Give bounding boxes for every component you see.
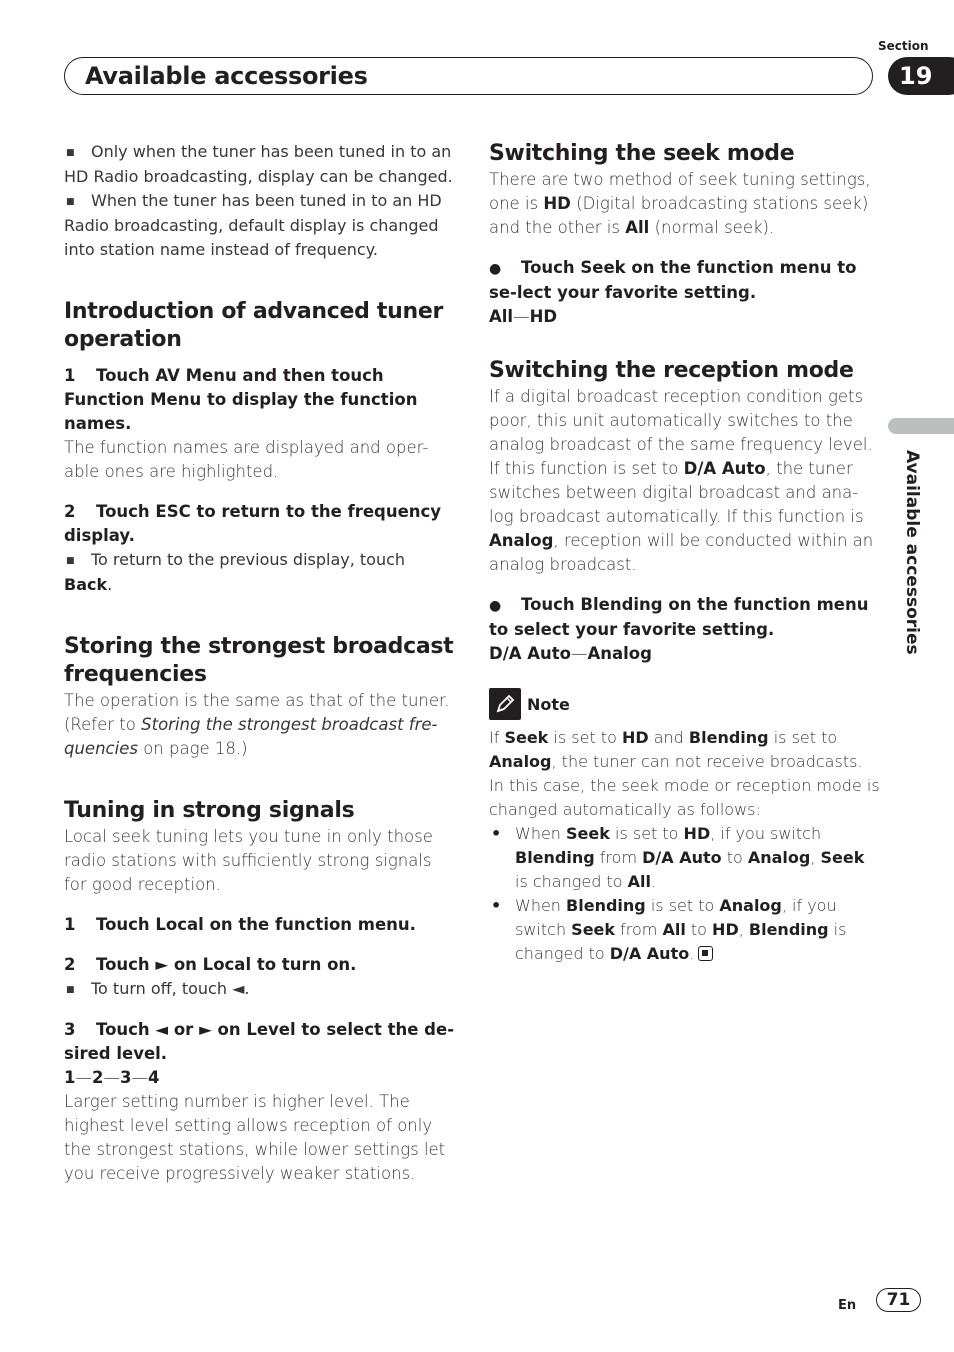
term-da-auto: D/A Auto xyxy=(683,459,766,478)
step-number: 1 xyxy=(64,366,76,385)
list-item: ■ Only when the tuner has been tuned in to an HD Radio broadcasting, display can be changed. xyxy=(64,140,456,189)
intro-step-1 xyxy=(64,364,456,436)
step-text: Touch ◄ or ► on Level to select the de-sired level. xyxy=(64,1020,455,1063)
reception-instruction xyxy=(489,593,881,642)
term: Seek xyxy=(571,920,616,939)
step-number: 2 xyxy=(64,502,76,521)
step-text: Touch AV Menu and then touch Function Menu to display the function names. xyxy=(64,366,418,433)
term: Analog xyxy=(489,752,552,771)
step-text: Touch Blending on the function menu to select your favorite setting. xyxy=(489,595,869,639)
side-tab-marker xyxy=(888,418,954,434)
note-text: is set to xyxy=(548,728,622,747)
tuning-heading: Tuning in strong signals xyxy=(64,798,355,823)
term: Analog xyxy=(747,848,811,867)
note-text: is changed to xyxy=(515,920,847,963)
term: Blending xyxy=(748,920,829,939)
side-tab-label: Available accessories xyxy=(902,450,922,655)
note-text: to xyxy=(721,848,748,867)
step-text: Touch ESC to return to the frequency display. xyxy=(64,502,442,545)
note-text: from xyxy=(615,920,663,939)
note-header xyxy=(489,688,881,720)
body-text: , reception will be conducted within an analog broadcast. xyxy=(489,531,874,574)
intro-step-1-body: The function names are displayed and oper-able ones are highlighted. xyxy=(64,438,429,481)
storing-body xyxy=(64,689,456,761)
tuning-step-3 xyxy=(64,1018,456,1066)
term: Seek xyxy=(504,728,549,747)
page-number: 71 xyxy=(876,1288,921,1312)
step-number: 3 xyxy=(64,1020,76,1039)
left-column xyxy=(64,140,456,1186)
separator: — xyxy=(570,644,588,663)
note-text: . xyxy=(650,872,657,891)
step-number: 2 xyxy=(64,955,76,974)
page-title: Available accessories xyxy=(85,62,368,90)
term-hd: HD xyxy=(543,194,571,213)
list-item: ■ To turn off, touch ◄. xyxy=(64,977,456,1002)
end-of-section-icon xyxy=(698,946,713,961)
tuning-body-2: Larger setting number is higher level. The highest level setting allows reception of only the strongest stations, while lower settings let you receive progressively weaker stations. xyxy=(64,1092,446,1183)
note-list-item xyxy=(489,822,881,894)
step-text: Touch Seek on the function menu to se-lect your favorite setting. xyxy=(489,258,857,302)
separator: — xyxy=(75,1068,92,1087)
body-text: If a digital broadcast reception condition gets poor, this unit automatically switches to the analog broadcast of the same frequency level. If this function is set to xyxy=(489,387,873,478)
term: HD xyxy=(712,920,739,939)
level-option: 4 xyxy=(147,1068,160,1087)
list-item xyxy=(64,548,456,597)
note-list-item xyxy=(489,894,881,966)
seek-body xyxy=(489,168,881,240)
note-text: is set to xyxy=(768,728,838,747)
option: D/A Auto xyxy=(489,644,571,663)
term: Blending xyxy=(515,848,595,867)
right-column xyxy=(489,140,881,966)
bullet-dot-icon: ● xyxy=(489,261,502,277)
term: Seek xyxy=(566,824,610,843)
term: Seek xyxy=(820,848,865,867)
note-pencil-icon xyxy=(489,688,521,720)
bullet-bold: Back xyxy=(64,575,108,594)
step-number: 1 xyxy=(64,915,76,934)
term: Blending xyxy=(688,728,769,747)
reception-heading: Switching the reception mode xyxy=(489,358,854,383)
body-text: (Digital broadcasting stations seek) and the other is xyxy=(489,194,869,237)
section-label: Section xyxy=(878,39,929,53)
option: HD xyxy=(529,307,558,326)
note-text: When xyxy=(515,896,567,915)
tuning-body: Local seek tuning lets you tune in only those radio stations with sufficiently strong signals for good reception. xyxy=(64,827,433,894)
note-text: , the tuner can not receive broadcasts. In this case, the seek mode or reception mode is changed automatically as follows: xyxy=(489,752,880,819)
storing-heading: Storing the strongest broadcast frequencies xyxy=(64,634,454,687)
tuning-step-2 xyxy=(64,953,456,977)
level-option: 1 xyxy=(64,1068,76,1087)
tuning-step-1 xyxy=(64,913,456,937)
cross-reference: Storing the strongest broadcast fre-quencies xyxy=(64,715,438,758)
level-options xyxy=(64,1066,456,1090)
term: Blending xyxy=(566,896,646,915)
note-body xyxy=(489,726,881,822)
note-text: , if you switch xyxy=(710,824,822,843)
separator: — xyxy=(513,307,530,326)
term: D/A Auto xyxy=(609,944,690,963)
list-item: ■ When the tuner has been tuned in to an HD Radio broadcasting, default display is changed into station name instead of frequency. xyxy=(64,189,456,262)
term: HD xyxy=(683,824,711,843)
note-text: and xyxy=(648,728,689,747)
body-text: There are two method of seek tuning settings, one is xyxy=(489,170,871,213)
term: D/A Auto xyxy=(642,848,722,867)
note-label: Note xyxy=(527,694,570,714)
section-number-badge: 19 xyxy=(888,57,954,95)
term: Analog xyxy=(719,896,782,915)
seek-heading: Switching the seek mode xyxy=(489,141,795,166)
option: All xyxy=(489,307,514,326)
term-analog: Analog xyxy=(489,531,554,550)
level-option: 3 xyxy=(119,1068,132,1087)
note-text: from xyxy=(594,848,643,867)
language-label: En xyxy=(838,1298,857,1313)
seek-options xyxy=(489,305,881,329)
note-text: When xyxy=(515,824,567,843)
note-text: If xyxy=(489,728,505,747)
term: All xyxy=(662,920,686,939)
bullet-text: To return to the previous display, touch xyxy=(91,550,406,569)
bullet-text: . xyxy=(107,575,113,594)
body-text: , the tuner switches between digital broadcast and ana-log broadcast automatically. If this function is xyxy=(489,459,864,526)
bullet-dot-icon: ● xyxy=(489,598,502,614)
body-text: on page 18.) xyxy=(137,739,248,758)
note-text: , xyxy=(738,920,749,939)
separator: — xyxy=(131,1068,148,1087)
header-bar xyxy=(64,57,873,95)
reception-options xyxy=(489,642,881,666)
term: HD xyxy=(621,728,649,747)
note-text: . xyxy=(689,944,695,963)
level-option: 2 xyxy=(91,1068,104,1087)
note-text: , xyxy=(810,848,821,867)
note-text: , if you switch xyxy=(515,896,837,939)
intro-step-2 xyxy=(64,500,456,548)
note-text: is changed to xyxy=(515,872,628,891)
reception-body xyxy=(489,385,881,577)
body-text: The operation is the same as that of the tuner. (Refer to xyxy=(64,691,450,734)
term-all: All xyxy=(625,218,650,237)
body-text: (normal seek). xyxy=(649,218,775,237)
note-text: to xyxy=(685,920,713,939)
step-text: Touch Local on the function menu. xyxy=(96,915,416,934)
term: All xyxy=(627,872,651,891)
separator: — xyxy=(103,1068,120,1087)
note-text: is set to xyxy=(609,824,684,843)
step-text: Touch ► on Local to turn on. xyxy=(96,955,357,974)
intro-heading: Introduction of advanced tuner operation xyxy=(64,299,444,352)
note-text: is set to xyxy=(645,896,720,915)
seek-instruction xyxy=(489,256,881,305)
option: Analog xyxy=(587,644,652,663)
